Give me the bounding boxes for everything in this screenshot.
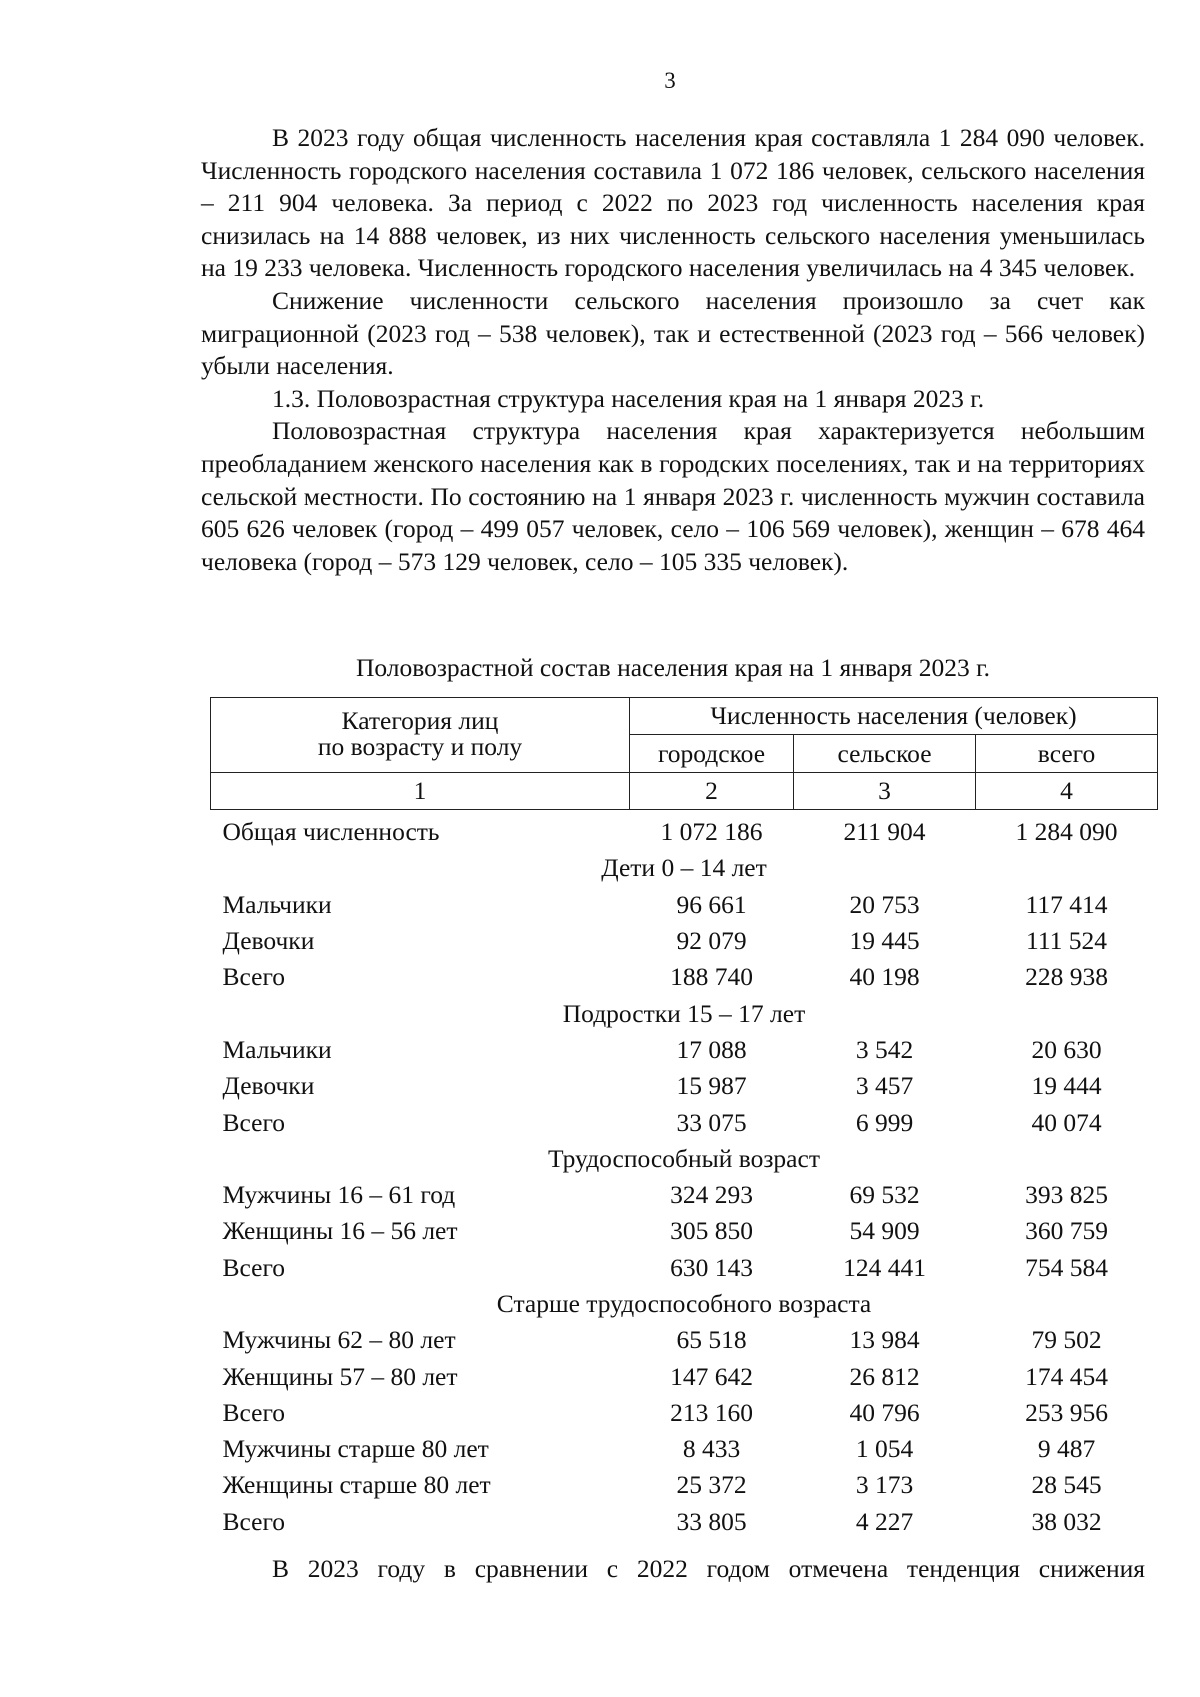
cell-total: 117 414 bbox=[1025, 889, 1108, 919]
table-row bbox=[211, 923, 1158, 959]
row-label: Девочки bbox=[222, 926, 315, 956]
header-col-number: 4 bbox=[976, 773, 1158, 810]
table-row bbox=[211, 959, 1158, 995]
cell-urban: 33 805 bbox=[676, 1506, 747, 1536]
table-row bbox=[211, 810, 1158, 851]
table-body bbox=[211, 810, 1158, 1540]
row-label: Всего bbox=[222, 1107, 286, 1137]
cell-rural: 3 457 bbox=[855, 1071, 914, 1101]
cell-total: 9 487 bbox=[1037, 1434, 1096, 1464]
row-label: Девочки bbox=[222, 1071, 315, 1101]
row-label: Всего bbox=[222, 1506, 286, 1536]
row-label: Мужчины старше 80 лет bbox=[222, 1434, 489, 1464]
row-label: Всего bbox=[222, 1252, 286, 1282]
row-label: Всего bbox=[222, 962, 286, 992]
table-section-row bbox=[211, 1286, 1158, 1322]
table-row bbox=[211, 1322, 1158, 1358]
row-label: Мужчины 62 – 80 лет bbox=[222, 1325, 456, 1355]
cell-urban: 92 079 bbox=[676, 926, 747, 956]
row-label: Мальчики bbox=[222, 889, 332, 919]
cell-total: 79 502 bbox=[1031, 1325, 1102, 1355]
cell-rural: 40 198 bbox=[849, 962, 920, 992]
section-heading: 1.3. Половозрастная структура населения края на 1 января 2023 г. bbox=[272, 383, 985, 413]
cell-urban: 96 661 bbox=[676, 889, 747, 919]
cell-total: 40 074 bbox=[1031, 1107, 1102, 1137]
cell-urban: 213 160 bbox=[670, 1397, 753, 1427]
body-text bbox=[201, 122, 1145, 578]
table-row bbox=[211, 1068, 1158, 1104]
cell-rural: 40 796 bbox=[849, 1397, 920, 1427]
section-title: Дети 0 – 14 лет bbox=[601, 853, 767, 883]
cell-urban: 324 293 bbox=[670, 1180, 753, 1210]
table-row bbox=[211, 1250, 1158, 1286]
table-row bbox=[211, 1467, 1158, 1503]
cell-total: 360 759 bbox=[1025, 1216, 1108, 1246]
cell-rural: 1 054 bbox=[855, 1434, 914, 1464]
cell-total: 174 454 bbox=[1025, 1361, 1108, 1391]
row-label: Женщины 57 – 80 лет bbox=[222, 1361, 458, 1391]
row-label: Женщины старше 80 лет bbox=[222, 1470, 491, 1500]
cell-urban: 188 740 bbox=[670, 962, 753, 992]
section-title: Трудоспособный возраст bbox=[548, 1143, 820, 1173]
cell-total: 393 825 bbox=[1025, 1180, 1108, 1210]
header-col-number: 1 bbox=[211, 773, 630, 810]
cell-urban: 65 518 bbox=[676, 1325, 747, 1355]
header-population-group: Численность населения (человек) bbox=[630, 698, 1158, 735]
table-row bbox=[211, 1032, 1158, 1068]
cell-total: 20 630 bbox=[1031, 1034, 1102, 1064]
cell-urban: 630 143 bbox=[670, 1252, 753, 1282]
table-row bbox=[211, 1395, 1158, 1431]
cell-rural: 69 532 bbox=[849, 1180, 920, 1210]
table-section-row bbox=[211, 995, 1158, 1031]
paragraph-population-2023: В 2023 году общая численность населения края составляла 1 284 090 человек. Численность городского населения составила 1 072 186 человек, сельского населения – 211 904 человека. За период с 2022 по 2023 год численность населения края снизилась на 14 888 человек, из них численность сельского населения уменьшилась на 19 233 человека. Численность городского населения увеличилась на 4 345 человек. bbox=[201, 123, 1145, 283]
table-row bbox=[211, 1504, 1158, 1540]
table-row bbox=[211, 887, 1158, 923]
cell-urban: 17 088 bbox=[676, 1034, 747, 1064]
cell-urban: 305 850 bbox=[670, 1216, 753, 1246]
table-row bbox=[211, 1104, 1158, 1140]
header-total: всего bbox=[976, 735, 1158, 773]
cell-urban: 15 987 bbox=[676, 1071, 747, 1101]
header-category-line1: Категория лиц bbox=[341, 706, 499, 735]
header-category bbox=[211, 698, 630, 773]
section-title: Подростки 15 – 17 лет bbox=[562, 998, 806, 1028]
cell-total: 19 444 bbox=[1031, 1071, 1102, 1101]
cell-total: 1 284 090 bbox=[1015, 817, 1118, 847]
cell-urban: 1 072 186 bbox=[660, 817, 763, 847]
header-rural: сельское bbox=[794, 735, 976, 773]
cell-rural: 211 904 bbox=[843, 817, 926, 847]
cell-urban: 8 433 bbox=[682, 1434, 741, 1464]
section-title: Старше трудоспособного возраста bbox=[496, 1289, 872, 1318]
cell-rural: 6 999 bbox=[855, 1107, 914, 1137]
cell-rural: 19 445 bbox=[849, 926, 920, 956]
cell-urban: 147 642 bbox=[670, 1361, 753, 1391]
cell-rural: 54 909 bbox=[849, 1216, 920, 1246]
cell-rural: 3 542 bbox=[855, 1034, 914, 1064]
cell-rural: 124 441 bbox=[843, 1252, 926, 1282]
cell-total: 111 524 bbox=[1026, 926, 1107, 956]
cell-rural: 3 173 bbox=[855, 1470, 914, 1500]
cell-rural: 4 227 bbox=[855, 1506, 914, 1536]
row-label: Общая численность bbox=[222, 817, 440, 847]
cell-urban: 33 075 bbox=[676, 1107, 747, 1137]
header-col-number: 2 bbox=[630, 773, 794, 810]
row-label: Женщины 16 – 56 лет bbox=[222, 1216, 458, 1246]
table-row bbox=[211, 1213, 1158, 1249]
paragraph-sex-age-structure: Половозрастная структура населения края характеризуется небольшим преобладанием женского населения как в городских поселениях, так и на территориях сельской местности. По состоянию на 1 января 2023 г. численность мужчин составила 605 626 человек (город – 499 057 человек, село – 106 569 человек), женщин – 678 464 человека (город – 573 129 человек, село – 105 335 человек). bbox=[201, 416, 1145, 576]
page-number: 3 bbox=[664, 68, 676, 93]
table-row bbox=[211, 1431, 1158, 1467]
cell-rural: 20 753 bbox=[849, 889, 920, 919]
closing-line: В 2023 году в сравнении с 2022 годом отмечена тенденция снижения bbox=[272, 1554, 1145, 1583]
table-row bbox=[211, 1177, 1158, 1213]
cell-total: 38 032 bbox=[1031, 1506, 1102, 1536]
table-section-row bbox=[211, 1141, 1158, 1177]
cell-total: 28 545 bbox=[1031, 1470, 1102, 1500]
header-urban: городское bbox=[630, 735, 794, 773]
row-label: Мальчики bbox=[222, 1034, 332, 1064]
cell-total: 253 956 bbox=[1025, 1397, 1108, 1427]
cell-total: 228 938 bbox=[1025, 962, 1108, 992]
cell-urban: 25 372 bbox=[676, 1470, 747, 1500]
row-label: Всего bbox=[222, 1397, 286, 1427]
cell-rural: 13 984 bbox=[849, 1325, 920, 1355]
cell-rural: 26 812 bbox=[849, 1361, 920, 1391]
row-label: Мужчины 16 – 61 год bbox=[222, 1180, 456, 1210]
table-section-row bbox=[211, 850, 1158, 886]
population-table bbox=[210, 697, 1158, 1540]
header-col-number: 3 bbox=[794, 773, 976, 810]
table-row bbox=[211, 1358, 1158, 1394]
cell-total: 754 584 bbox=[1025, 1252, 1108, 1282]
header-category-line2: по возрасту и полу bbox=[317, 732, 523, 761]
table-caption: Половозрастной состав населения края на 1 января 2023 г. bbox=[355, 653, 991, 682]
paragraph-rural-decline: Снижение численности сельского населения произошло за счет как миграционной (2023 год – 538 человек), так и естественной (2023 год – 566 человек) убыли населения. bbox=[201, 285, 1145, 381]
